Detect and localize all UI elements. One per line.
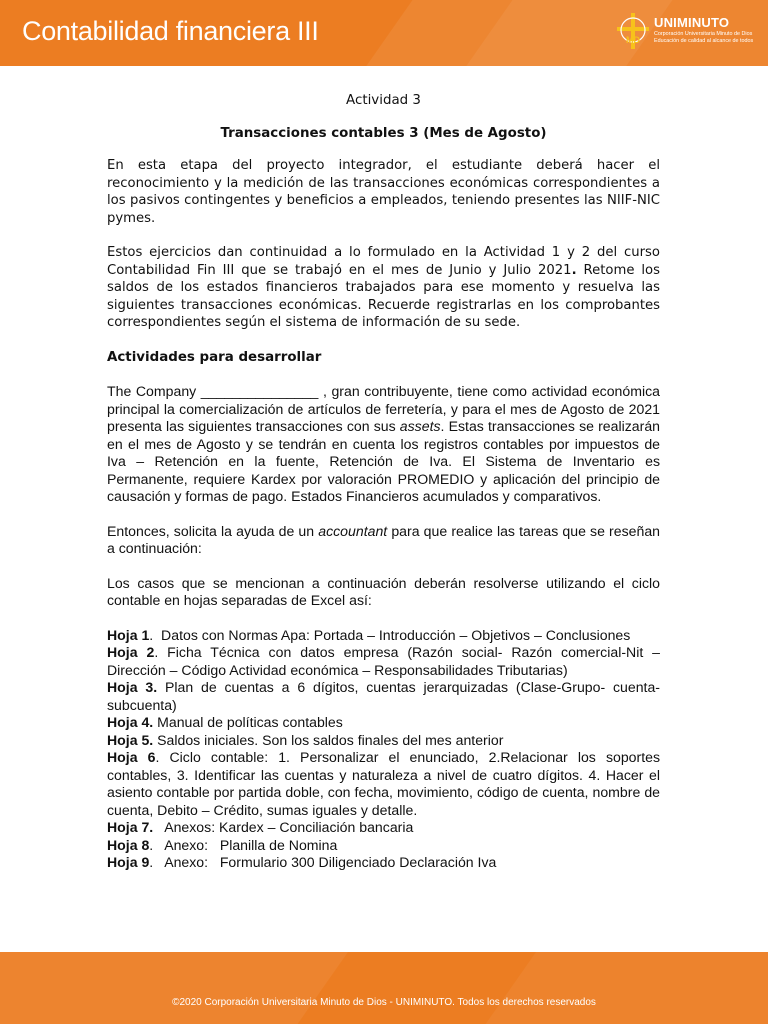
sheet-label: Hoja 4. xyxy=(107,714,154,730)
section-title: Actividades para desarrollar xyxy=(107,349,322,365)
company-paragraph xyxy=(107,383,660,506)
company-emphasis: assets xyxy=(399,418,441,434)
activity-subtitle: Transacciones contables 3 (Mes de Agosto) xyxy=(220,125,547,141)
sheet-label: Hoja 3. xyxy=(107,679,158,695)
list-item xyxy=(107,732,660,750)
intro-paragraph: En esta etapa del proyecto integrador, el estudiante deberá hacer el reconocimiento y la medición de las transacciones económicas correspondientes a los pasivos contingentes y beneficios a empleados, teniendo presentes las NIIF-NIC pymes. xyxy=(107,158,660,226)
page-header xyxy=(0,0,768,66)
sheet-text: Saldos iniciales. Son los saldos finales del mes anterior xyxy=(153,731,504,748)
logo-name: UNIMINUTO xyxy=(654,15,730,30)
continuity-paragraph xyxy=(107,244,660,332)
list-item xyxy=(107,627,660,645)
page-footer xyxy=(0,952,768,1024)
logo-tagline-2: Educación de calidad al alcance de todos xyxy=(654,38,754,44)
list-item xyxy=(107,714,660,732)
sheet-label: Hoja 6 xyxy=(107,749,156,765)
sheet-text: Anexos: Kardex – Conciliación bancaria xyxy=(153,819,414,835)
sheet-text: Ficha Técnica con datos empresa (Razón social- Razón comercial-Nit – Dirección – Código Actividad económica – Responsabilidades Tributarias) xyxy=(107,644,660,678)
list-item xyxy=(107,679,660,714)
sheet-label: Hoja 9 xyxy=(107,854,150,870)
list-item xyxy=(107,837,660,855)
uniminuto-logo xyxy=(612,10,762,56)
sheet-text: Manual de políticas contables xyxy=(153,714,343,730)
sheet-sep: . xyxy=(149,836,154,853)
sheet-text: Plan de cuentas a 6 dígitos, cuentas jerarquizadas (Clase-Grupo- cuenta-subcuenta) xyxy=(107,679,660,713)
help-emphasis: accountant xyxy=(318,522,388,539)
continuity-text-b: Retome los saldos de los estados financieros trabajados para ese momento y resuelva las siguientes transacciones económicas. Recuerde registrarlas en los comprobantes correspondientes según el sistema de información de su sede. xyxy=(107,262,660,330)
cases-paragraph: Los casos que se mencionan a continuación deberán resolverse utilizando el ciclo contable en hojas separadas de Excel así: xyxy=(107,574,660,608)
sheet-text: Datos con Normas Apa: Portada – Introducción – Objetivos – Conclusiones xyxy=(153,626,631,643)
logo-tagline-1: Corporación Universitaria Minuto de Dios xyxy=(654,31,753,37)
list-item xyxy=(107,644,660,679)
footer-decoration xyxy=(466,952,768,1024)
sheet-list xyxy=(107,627,660,872)
logo-mark-text: MD xyxy=(626,35,640,45)
document-body xyxy=(107,92,660,872)
sheet-label: Hoja 5. xyxy=(107,731,154,748)
sheet-label: Hoja 2 xyxy=(107,644,155,660)
logo-mark-icon xyxy=(617,13,651,49)
sheet-label: Hoja 8 xyxy=(107,836,150,853)
sheet-label: Hoja 7. xyxy=(107,819,154,835)
sheet-text: Anexo: Formulario 300 Diligenciado Declaración Iva xyxy=(153,854,497,870)
list-item xyxy=(107,749,660,819)
sheet-sep: . xyxy=(154,644,159,660)
sheet-sep: . xyxy=(149,854,154,870)
list-item xyxy=(107,819,660,837)
activity-heading: Actividad 3 xyxy=(346,93,421,108)
sheet-label: Hoja 1 xyxy=(107,626,150,643)
sheet-sep: . xyxy=(149,626,154,643)
list-item xyxy=(107,854,660,872)
sheet-text: Ciclo contable: 1. Personalizar el enunciado, 2.Relacionar los soportes contables, 3. Identificar las cuentas y naturaleza a nivel de cuatro dígitos. 4. Hacer el asiento contable por partida doble, con fecha, movimiento, código de cuenta, nombre de cuenta, Debito – Crédito, sumas iguales y detalle. xyxy=(107,749,660,818)
company-text-a: The Company _______________ , gran contribuyente, tiene como actividad económica principal la comercialización de artículos de ferretería, y para el mes de Agosto de 2021 presenta las siguientes transacciones con sus xyxy=(107,383,660,434)
course-title: Contabilidad financiera III xyxy=(22,16,319,46)
help-text-a: Entonces, solicita la ayuda de un xyxy=(107,522,319,539)
sheet-text: Anexo: Planilla de Nomina xyxy=(153,836,338,853)
sheet-sep: . xyxy=(155,749,160,765)
help-text-b: para que realice las tareas que se reseñan a continuación: xyxy=(107,522,660,556)
footer-copyright: ©2020 Corporación Universitaria Minuto de Dios - UNIMINUTO. Todos los derechos reservados xyxy=(172,997,596,1008)
company-text-b: . Estas transacciones se realizarán en el mes de Agosto y se tendrán en cuenta los registros contables por impuestos de Iva – Retención en la fuente, Retención de Iva. El Sistema de Inventario es Permanente, requiere Kardex por valoración PROMEDIO y aplicación del principio de causación y formas de pago. Estados Financieros acumulados y comparativos. xyxy=(107,418,660,504)
footer-decoration xyxy=(0,952,362,1024)
continuity-text-a: Estos ejercicios dan continuidad a lo formulado en la Actividad 1 y 2 del curso Contabilidad Fin III que se trabajó en el mes de Junio y Julio 2021 xyxy=(107,245,660,278)
help-paragraph xyxy=(107,523,660,558)
continuity-dot: . xyxy=(571,262,577,278)
